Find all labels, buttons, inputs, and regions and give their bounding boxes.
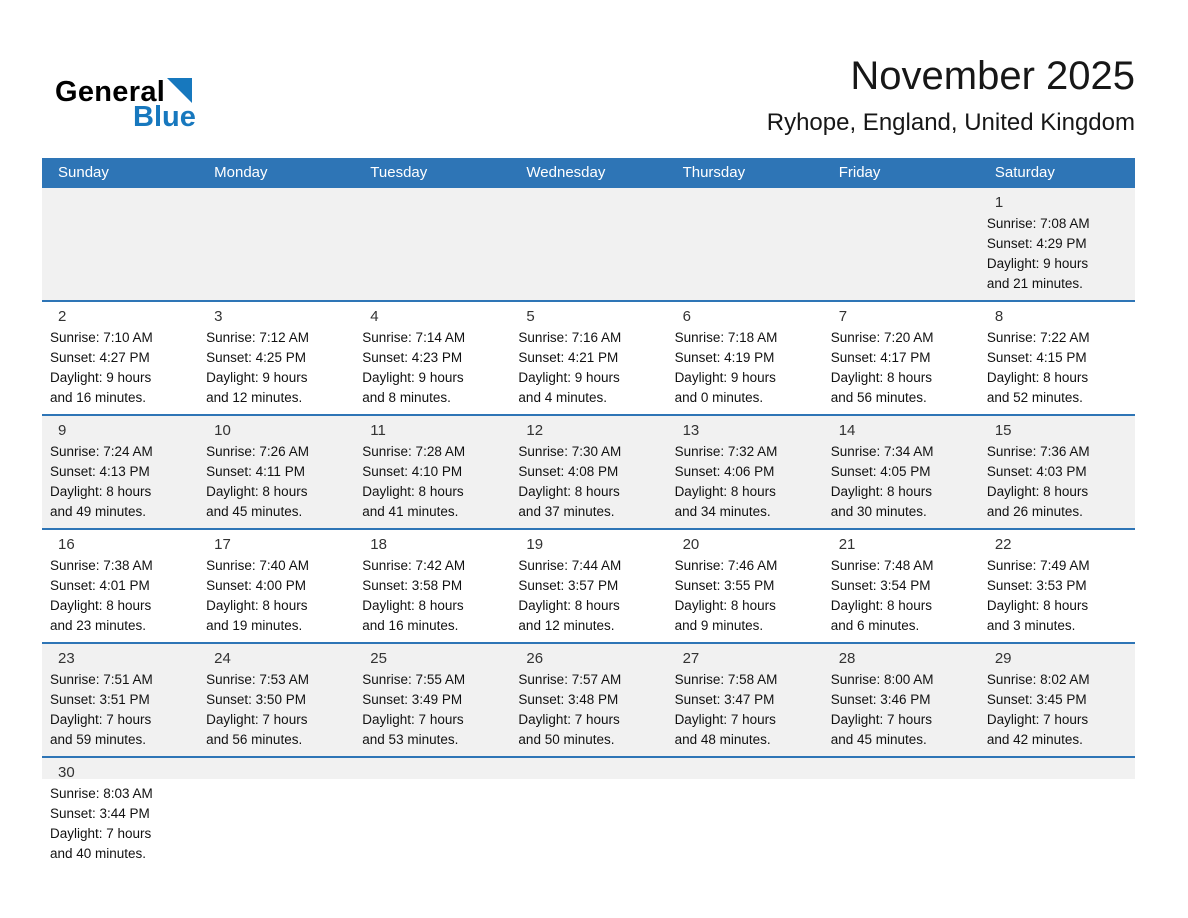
logo-text-general: General (55, 76, 166, 108)
day-number: 2 (58, 308, 67, 325)
sunset-text: Sunset: 4:29 PM (986, 236, 1087, 251)
sunrise-text: Sunrise: 7:58 AM (674, 672, 778, 687)
sunset-text: Sunset: 3:54 PM (830, 578, 931, 593)
daylight-text-line2: and 42 minutes. (986, 732, 1083, 747)
page-header (0, 0, 1188, 158)
weekday-header-thursday: Thursday (682, 164, 746, 181)
sunrise-text: Sunrise: 7:14 AM (362, 330, 466, 345)
daylight-text-line1: Daylight: 7 hours (206, 712, 308, 727)
day-number: 23 (58, 650, 75, 667)
daylight-text-line1: Daylight: 8 hours (362, 484, 464, 499)
daylight-text-line2: and 52 minutes. (986, 390, 1083, 405)
sunset-text: Sunset: 4:10 PM (362, 464, 463, 479)
sunset-text: Sunset: 4:05 PM (830, 464, 931, 479)
daylight-text-line1: Daylight: 8 hours (830, 370, 933, 385)
sunset-text: Sunset: 4:11 PM (206, 464, 305, 479)
day-cell-15 (979, 416, 1135, 528)
sunrise-text: Sunrise: 7:32 AM (674, 444, 778, 459)
sunset-text: Sunset: 4:17 PM (830, 350, 931, 365)
day-number: 5 (526, 308, 535, 325)
week-row-3 (42, 414, 1135, 528)
daylight-text-line2: and 30 minutes. (830, 504, 927, 519)
daylight-text-line2: and 19 minutes. (206, 618, 303, 633)
day-number: 20 (682, 536, 700, 553)
daylight-text-line2: and 26 minutes. (986, 504, 1083, 519)
day-cell-22 (979, 530, 1135, 642)
day-cell-empty (42, 188, 198, 300)
daylight-text-line2: and 12 minutes. (518, 618, 615, 633)
sunset-text: Sunset: 3:55 PM (674, 578, 775, 593)
sunset-text: Sunset: 4:21 PM (518, 350, 619, 365)
sunset-text: Sunset: 4:25 PM (206, 350, 306, 365)
day-number: 8 (994, 308, 1004, 325)
day-cell-5 (510, 302, 666, 414)
daylight-text-line1: Daylight: 7 hours (830, 712, 933, 727)
week-row-1 (42, 188, 1135, 300)
day-number: 30 (58, 764, 75, 781)
daylight-text-line2: and 6 minutes. (830, 618, 920, 633)
daylight-text-line2: and 4 minutes. (518, 390, 607, 405)
day-cell-empty (667, 758, 823, 870)
daylight-text-line1: Daylight: 9 hours (986, 256, 1089, 271)
daylight-text-line2: and 59 minutes. (50, 732, 147, 747)
daylight-text-line2: and 50 minutes. (518, 732, 615, 747)
sunrise-text: Sunrise: 8:00 AM (830, 672, 934, 687)
daylight-text-line1: Daylight: 7 hours (518, 712, 620, 727)
sunset-text: Sunset: 3:47 PM (674, 692, 775, 707)
day-number: 11 (370, 422, 386, 439)
daylight-text-line2: and 0 minutes. (674, 390, 764, 405)
day-cell-6 (667, 302, 823, 414)
daylight-text-line2: and 45 minutes. (206, 504, 303, 519)
sunrise-text: Sunrise: 7:48 AM (830, 558, 934, 573)
day-number: 6 (682, 308, 691, 325)
sunrise-text: Sunrise: 7:34 AM (830, 444, 934, 459)
daylight-text-line1: Daylight: 7 hours (674, 712, 776, 727)
location-subtitle: Ryhope, England, United Kingdom (766, 109, 1135, 136)
day-cell-8 (979, 302, 1135, 414)
week-row-6 (42, 756, 1135, 870)
sunset-text: Sunset: 3:53 PM (986, 578, 1087, 593)
sunrise-text: Sunrise: 8:03 AM (50, 786, 153, 801)
sunset-text: Sunset: 3:51 PM (50, 692, 150, 707)
daylight-text-line1: Daylight: 8 hours (830, 598, 933, 613)
day-number: 13 (682, 422, 700, 439)
day-cell-28 (823, 644, 979, 756)
daylight-text-line1: Daylight: 9 hours (674, 370, 776, 385)
day-number: 15 (994, 422, 1012, 439)
day-cell-empty (823, 758, 979, 870)
day-cell-17 (198, 530, 354, 642)
day-cell-30 (42, 758, 198, 870)
daylight-text-line1: Daylight: 8 hours (674, 598, 776, 613)
day-number: 9 (58, 422, 67, 439)
week-row-5 (42, 642, 1135, 756)
sunrise-text: Sunrise: 7:40 AM (206, 558, 309, 573)
sunset-text: Sunset: 3:46 PM (830, 692, 931, 707)
daylight-text-line2: and 53 minutes. (362, 732, 459, 747)
daylight-text-line2: and 21 minutes. (986, 276, 1083, 291)
daylight-text-line1: Daylight: 7 hours (362, 712, 464, 727)
day-cell-25 (354, 644, 510, 756)
day-cell-empty (354, 758, 510, 870)
sunset-text: Sunset: 3:58 PM (362, 578, 463, 593)
sunset-text: Sunset: 4:01 PM (50, 578, 150, 593)
weekday-header-monday: Monday (214, 164, 268, 181)
sunrise-text: Sunrise: 7:55 AM (362, 672, 466, 687)
day-cell-7 (823, 302, 979, 414)
sunrise-text: Sunrise: 7:22 AM (986, 330, 1090, 345)
daylight-text-line1: Daylight: 8 hours (986, 598, 1089, 613)
general-blue-logo (55, 78, 196, 132)
sunrise-text: Sunrise: 7:24 AM (50, 444, 153, 459)
sunrise-text: Sunrise: 7:42 AM (362, 558, 466, 573)
weekday-header-wednesday: Wednesday (526, 164, 606, 181)
daylight-text-line1: Daylight: 9 hours (362, 370, 464, 385)
sunrise-text: Sunrise: 7:28 AM (362, 444, 466, 459)
calendar-table (42, 158, 1135, 870)
sunset-text: Sunset: 4:15 PM (986, 350, 1087, 365)
daylight-text-line2: and 16 minutes. (362, 618, 459, 633)
daylight-text-line1: Daylight: 8 hours (206, 484, 308, 499)
day-number: 24 (214, 650, 231, 667)
sunset-text: Sunset: 3:45 PM (986, 692, 1087, 707)
day-number: 3 (214, 308, 223, 325)
daylight-text-line2: and 56 minutes. (206, 732, 303, 747)
day-number: 25 (370, 650, 387, 667)
day-cell-4 (354, 302, 510, 414)
weekday-header-sunday: Sunday (58, 164, 109, 181)
day-cell-empty (198, 188, 354, 300)
day-number: 26 (526, 650, 544, 667)
daylight-text-line1: Daylight: 8 hours (986, 370, 1089, 385)
day-cell-26 (510, 644, 666, 756)
daylight-text-line1: Daylight: 7 hours (50, 712, 152, 727)
day-number: 18 (370, 536, 387, 553)
sunset-text: Sunset: 4:27 PM (50, 350, 150, 365)
day-cell-empty (667, 188, 823, 300)
day-number: 21 (838, 536, 856, 553)
day-cell-empty (510, 758, 666, 870)
sunrise-text: Sunrise: 7:46 AM (674, 558, 778, 573)
day-cell-14 (823, 416, 979, 528)
sunrise-text: Sunrise: 7:08 AM (986, 216, 1090, 231)
sunrise-text: Sunrise: 7:53 AM (206, 672, 309, 687)
daylight-text-line1: Daylight: 8 hours (674, 484, 776, 499)
daylight-text-line2: and 56 minutes. (830, 390, 927, 405)
day-cell-11 (354, 416, 510, 528)
day-cell-9 (42, 416, 198, 528)
sunrise-text: Sunrise: 7:57 AM (518, 672, 622, 687)
daylight-text-line2: and 37 minutes. (518, 504, 615, 519)
day-number: 17 (214, 536, 231, 553)
sunset-text: Sunset: 4:13 PM (50, 464, 150, 479)
day-number: 10 (214, 422, 231, 439)
daylight-text-line2: and 49 minutes. (50, 504, 147, 519)
weekday-header-friday: Friday (838, 164, 881, 181)
weekday-header-tuesday: Tuesday (370, 164, 428, 181)
week-row-2 (42, 300, 1135, 414)
day-cell-20 (667, 530, 823, 642)
daylight-text-line2: and 12 minutes. (206, 390, 303, 405)
sunrise-text: Sunrise: 7:44 AM (518, 558, 622, 573)
day-cell-12 (510, 416, 666, 528)
day-number: 16 (58, 536, 75, 553)
sunset-text: Sunset: 4:08 PM (518, 464, 619, 479)
daylight-text-line1: Daylight: 9 hours (50, 370, 152, 385)
day-cell-19 (510, 530, 666, 642)
daylight-text-line1: Daylight: 9 hours (518, 370, 620, 385)
sunrise-text: Sunrise: 7:51 AM (50, 672, 153, 687)
weekday-header-row (42, 158, 1135, 188)
sunset-text: Sunset: 4:23 PM (362, 350, 463, 365)
logo-triangle-icon (167, 78, 192, 103)
daylight-text-line2: and 9 minutes. (674, 618, 764, 633)
sunset-text: Sunset: 4:03 PM (986, 464, 1087, 479)
month-title: November 2025 (850, 54, 1135, 98)
daylight-text-line2: and 16 minutes. (50, 390, 147, 405)
daylight-text-line1: Daylight: 8 hours (362, 598, 464, 613)
daylight-text-line1: Daylight: 8 hours (830, 484, 933, 499)
day-number: 7 (838, 308, 848, 325)
daylight-text-line2: and 48 minutes. (674, 732, 771, 747)
day-cell-16 (42, 530, 198, 642)
day-cell-24 (198, 644, 354, 756)
sunset-text: Sunset: 3:57 PM (518, 578, 619, 593)
day-cell-empty (354, 188, 510, 300)
title-block (767, 54, 1135, 137)
daylight-text-line2: and 40 minutes. (50, 846, 147, 861)
day-cell-empty (510, 188, 666, 300)
logo-text-blue: Blue (133, 101, 196, 133)
day-number: 28 (838, 650, 856, 667)
day-cell-empty (979, 758, 1135, 870)
day-number: 4 (370, 308, 379, 325)
day-cell-3 (198, 302, 354, 414)
sunrise-text: Sunrise: 7:16 AM (518, 330, 622, 345)
day-cell-10 (198, 416, 354, 528)
day-number: 29 (994, 650, 1012, 667)
sunrise-text: Sunrise: 7:49 AM (986, 558, 1090, 573)
day-cell-empty (198, 758, 354, 870)
day-cell-1 (979, 188, 1135, 300)
day-cell-29 (979, 644, 1135, 756)
sunrise-text: Sunrise: 7:10 AM (50, 330, 153, 345)
sunset-text: Sunset: 3:49 PM (362, 692, 463, 707)
sunrise-text: Sunrise: 7:18 AM (674, 330, 778, 345)
sunrise-text: Sunrise: 7:12 AM (206, 330, 309, 345)
day-number: 12 (526, 422, 544, 439)
daylight-text-line2: and 3 minutes. (986, 618, 1076, 633)
day-number: 14 (838, 422, 856, 439)
day-number: 27 (682, 650, 700, 667)
daylight-text-line1: Daylight: 8 hours (518, 598, 620, 613)
daylight-text-line2: and 23 minutes. (50, 618, 147, 633)
day-number: 19 (526, 536, 544, 553)
day-number: 1 (994, 194, 1004, 211)
sunset-text: Sunset: 3:50 PM (206, 692, 306, 707)
day-cell-23 (42, 644, 198, 756)
daylight-text-line1: Daylight: 8 hours (206, 598, 308, 613)
sunset-text: Sunset: 4:00 PM (206, 578, 306, 593)
day-cell-empty (823, 188, 979, 300)
daylight-text-line1: Daylight: 8 hours (986, 484, 1089, 499)
daylight-text-line1: Daylight: 7 hours (50, 826, 152, 841)
sunset-text: Sunset: 3:48 PM (518, 692, 619, 707)
sunrise-text: Sunrise: 7:20 AM (830, 330, 934, 345)
day-cell-2 (42, 302, 198, 414)
daylight-text-line2: and 41 minutes. (362, 504, 459, 519)
sunset-text: Sunset: 4:06 PM (674, 464, 775, 479)
sunrise-text: Sunrise: 7:38 AM (50, 558, 153, 573)
sunset-text: Sunset: 4:19 PM (674, 350, 775, 365)
sunrise-text: Sunrise: 7:26 AM (206, 444, 309, 459)
sunrise-text: Sunrise: 8:02 AM (986, 672, 1090, 687)
daylight-text-line1: Daylight: 8 hours (50, 484, 152, 499)
calendar-weeks (42, 188, 1135, 870)
daylight-text-line2: and 45 minutes. (830, 732, 927, 747)
daylight-text-line2: and 34 minutes. (674, 504, 771, 519)
daylight-text-line1: Daylight: 8 hours (518, 484, 620, 499)
day-number: 22 (994, 536, 1012, 553)
day-cell-27 (667, 644, 823, 756)
sunrise-text: Sunrise: 7:30 AM (518, 444, 622, 459)
sunset-text: Sunset: 3:44 PM (50, 806, 150, 821)
week-row-4 (42, 528, 1135, 642)
daylight-text-line1: Daylight: 8 hours (50, 598, 152, 613)
daylight-text-line2: and 8 minutes. (362, 390, 451, 405)
daylight-text-line1: Daylight: 9 hours (206, 370, 308, 385)
day-cell-18 (354, 530, 510, 642)
daylight-text-line1: Daylight: 7 hours (986, 712, 1089, 727)
weekday-header-saturday: Saturday (994, 164, 1055, 181)
sunrise-text: Sunrise: 7:36 AM (986, 444, 1090, 459)
day-cell-13 (667, 416, 823, 528)
day-cell-21 (823, 530, 979, 642)
